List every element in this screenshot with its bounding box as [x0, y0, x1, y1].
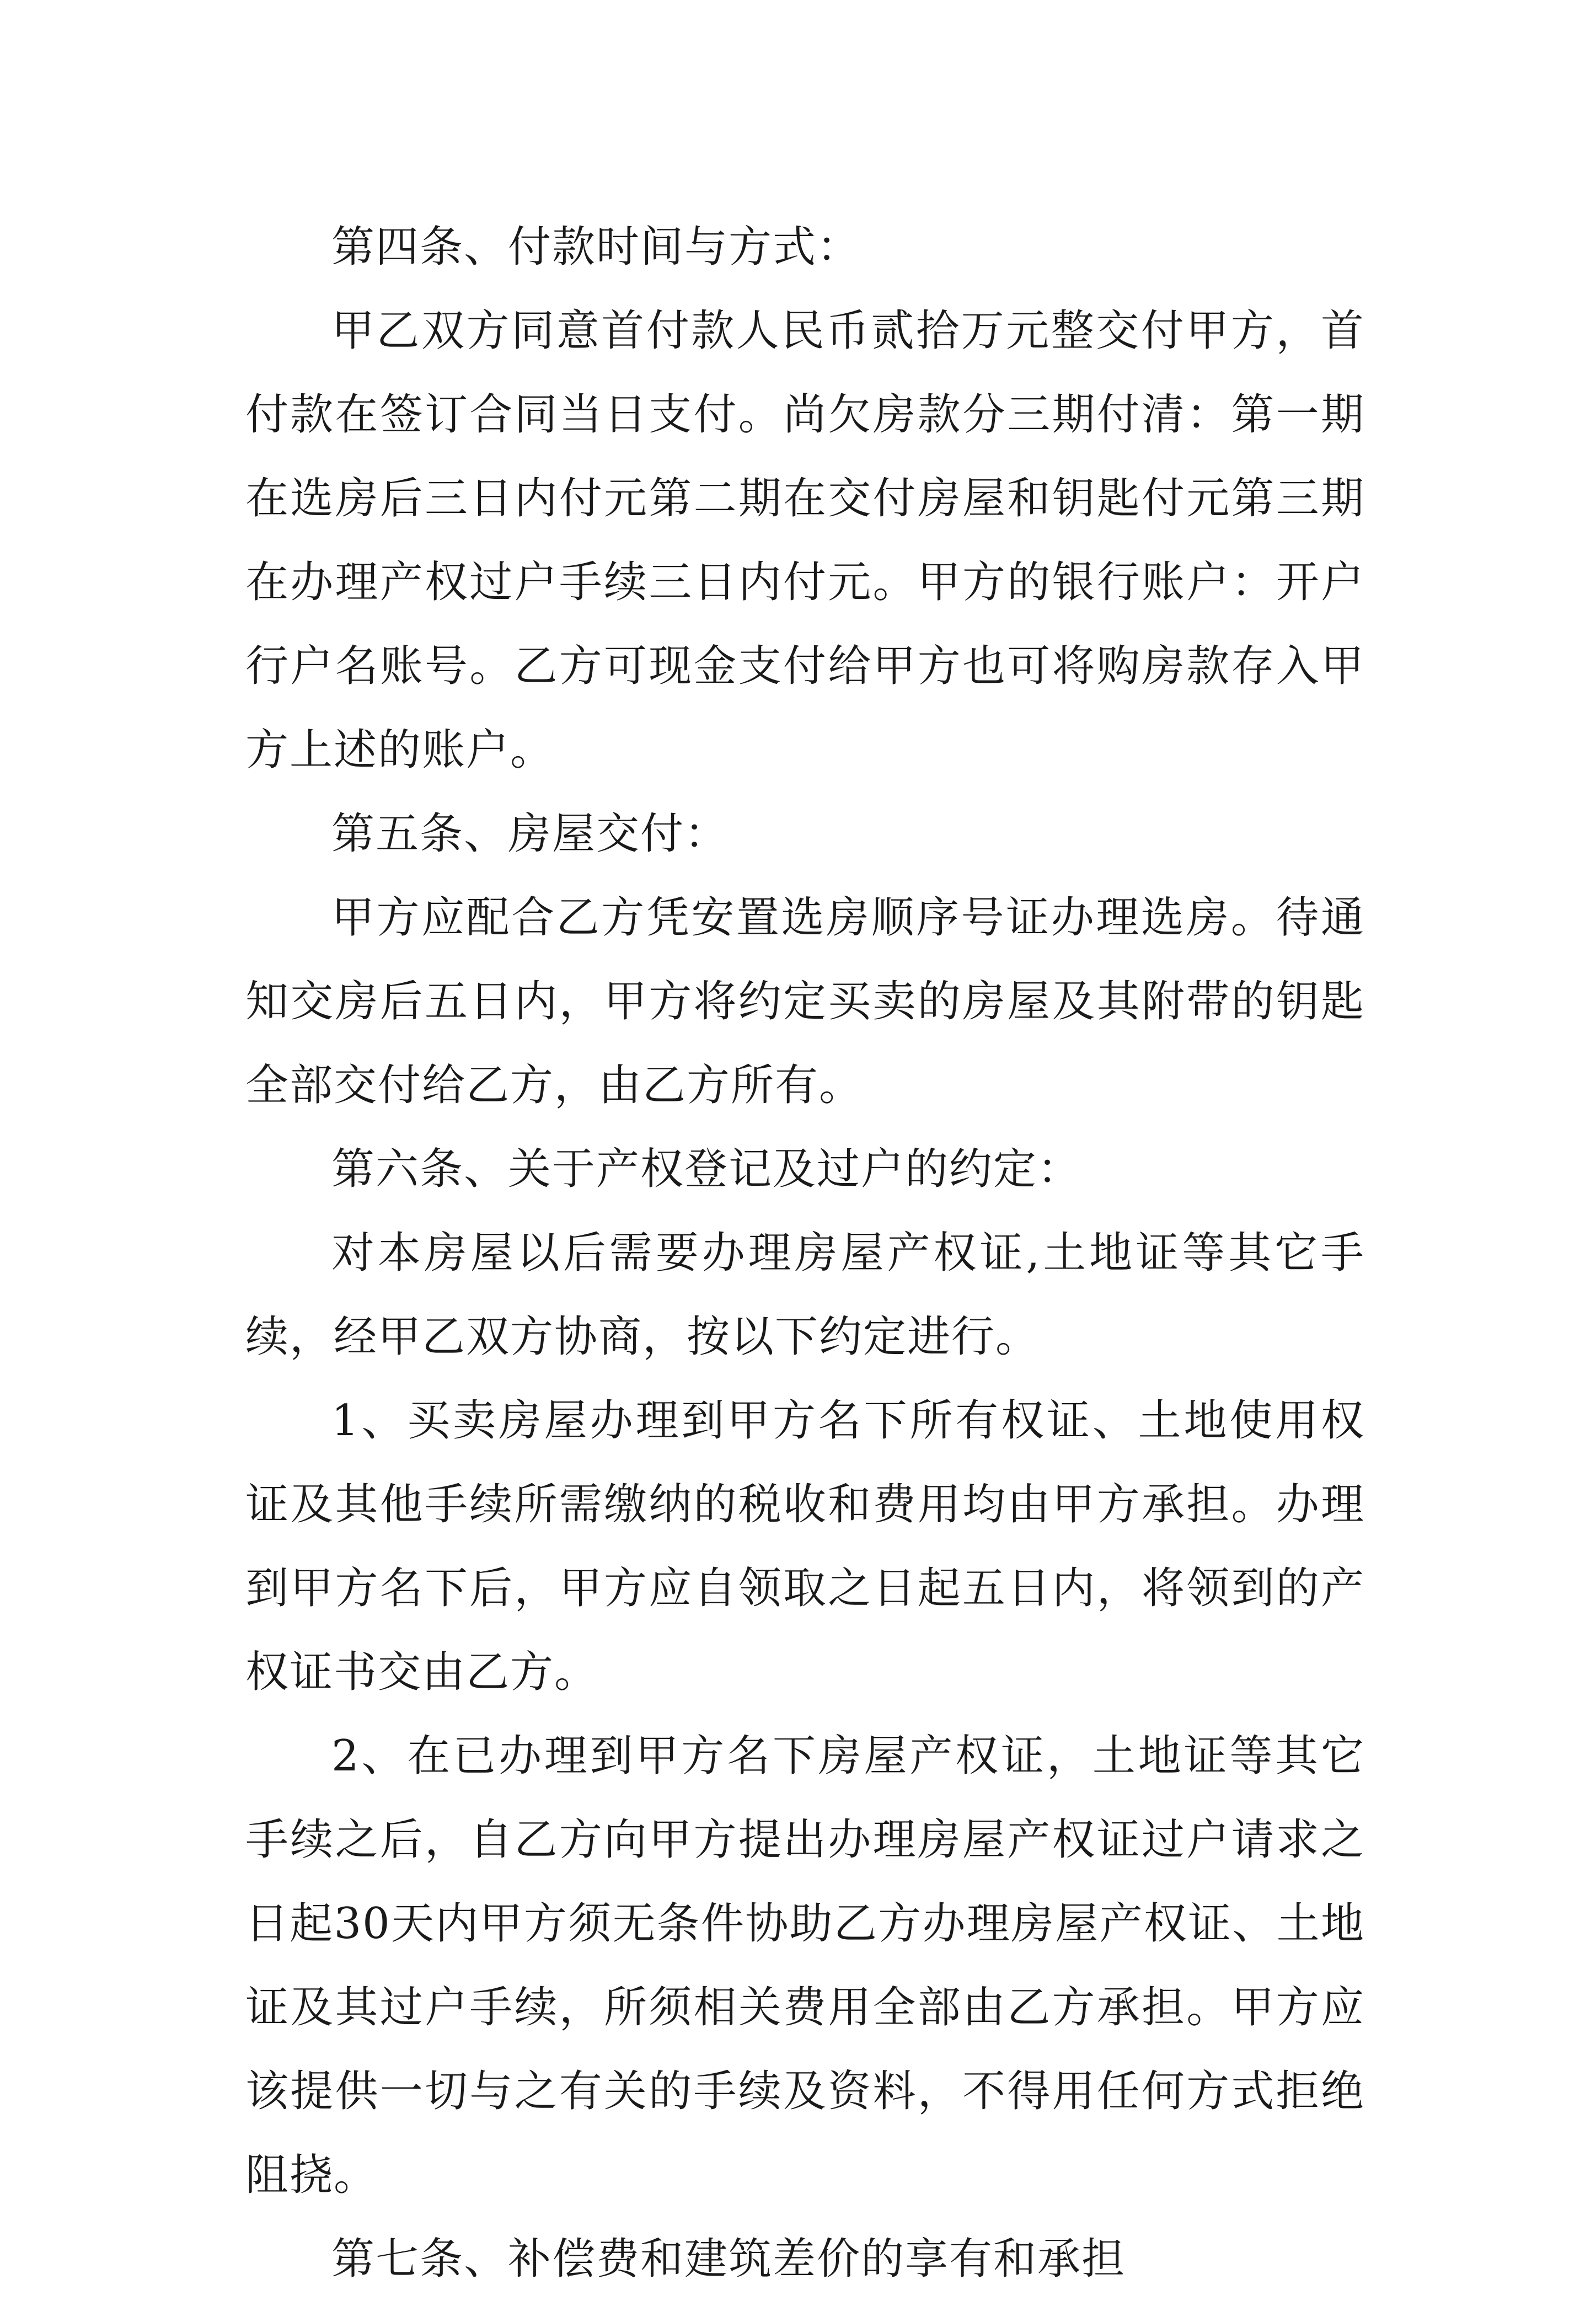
article-6-item-2: 2、在已办理到甲方名下房屋产权证，土地证等其它手续之后，自乙方向甲方提出办理房屋产权证过户请求之日起30天内甲方须无条件协助乙方办理房屋产权证、土地证及其过户手续，所须相关费用全部由乙方承担。甲方应该提供一切与之有关的手续及资料，不得用任何方式拒绝阻挠。 — [245, 1731, 1365, 2200]
document-body — [245, 205, 1365, 2301]
article-5-heading: 第五条、房屋交付： — [331, 809, 729, 859]
article-6-heading: 第六条、关于产权登记及过户的约定： — [331, 1144, 1082, 1194]
article-6-item-1: 1、买卖房屋办理到甲方名下所有权证、土地使用权证及其他手续所需缴纳的税收和费用均由甲方承担。办理到甲方名下后，甲方应自领取之日起五日内，将领到的产权证书交由乙方。 — [245, 1396, 1365, 1697]
article-7-heading: 第七条、补偿费和建筑差价的享有和承担 — [331, 2234, 1126, 2284]
article-4-body: 甲乙双方同意首付款人民币贰拾万元整交付甲方，首付款在签订合同当日支付。尚欠房款分三期付清：第一期在选房后三日内付元第二期在交付房屋和钥匙付元第三期在办理产权过户手续三日内付元。甲方的银行账户：开户行户名账号。乙方可现金支付给甲方也可将购房款存入甲方上述的账户。 — [245, 306, 1365, 775]
article-4-heading: 第四条、付款时间与方式： — [331, 222, 861, 272]
article-5-body: 甲方应配合乙方凭安置选房顺序号证办理选房。待通知交房后五日内，甲方将约定买卖的房屋及其附带的钥匙全部交付给乙方，由乙方所有。 — [245, 893, 1365, 1110]
article-6-intro: 对本房屋以后需要办理房屋产权证,土地证等其它手续，经甲乙双方协商，按以下约定进行。 — [245, 1228, 1365, 1362]
